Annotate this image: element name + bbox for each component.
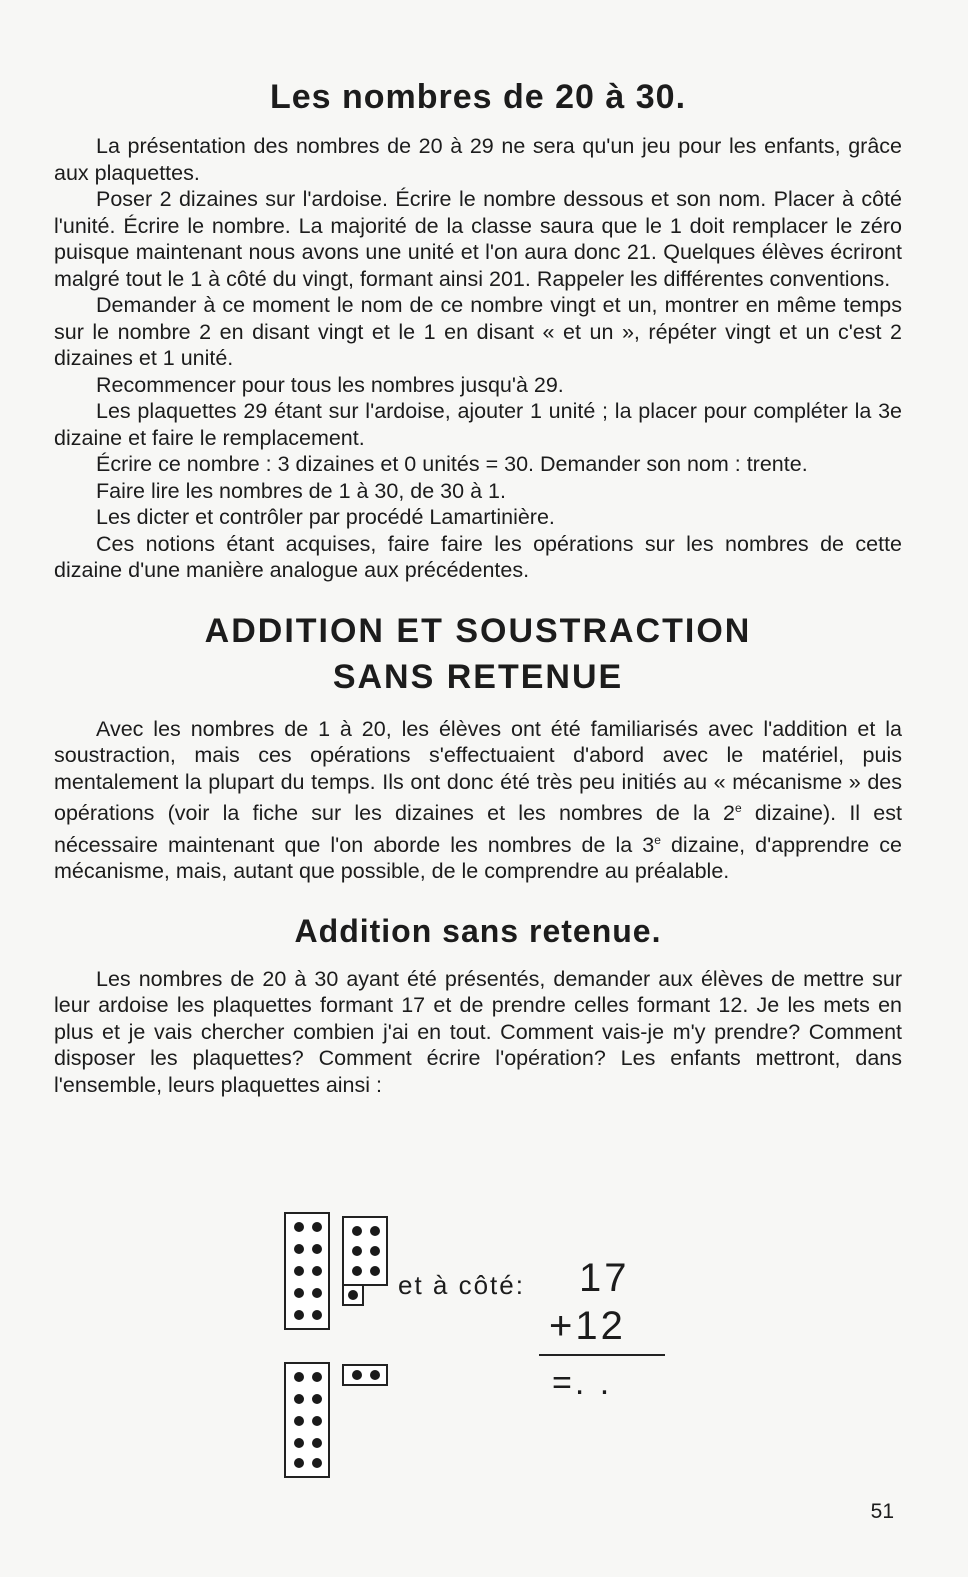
paragraph: Les nombres de 20 à 30 ayant été présentés, demander aux élèves de mettre sur leur ardoise les plaquettes formant 17 et de prendre celles formant 12. Je les mets en plus et je vais chercher combien j'ai en tout. Comment vais-je m'y prendre? Comment disposer les plaquettes? Comment écrire l'opération? Les enfants mettront, dans l'ensemble, leurs plaquettes ainsi : <box>54 966 902 1097</box>
dot <box>312 1458 322 1468</box>
page-content <box>54 60 902 1098</box>
paragraph: Demander à ce moment le nom de ce nombre vingt et un, montrer en même temps sur le nombre 2 en disant vingt et le 1 en disant « et un », répéter vingt et un c'est 2 dizaines et 1 unité. <box>54 293 902 370</box>
operand-17: 17 <box>579 1256 630 1300</box>
plaquette-ten-bottom <box>284 1362 330 1478</box>
dot <box>294 1288 304 1298</box>
sum-line <box>539 1354 665 1356</box>
section-title-addition-soustraction <box>54 608 902 700</box>
plaquettes-figure <box>284 1212 684 1482</box>
dot <box>352 1370 362 1380</box>
dot <box>294 1438 304 1448</box>
section-title-addition-sans-retenue: Addition sans retenue. <box>294 912 662 949</box>
result-placeholder: =. . <box>552 1364 613 1402</box>
dot <box>294 1416 304 1426</box>
text-run: Avec les nombres de 1 à 20, les élèves ont été familiarisés avec l'addition et la soustraction, mais ces opérations s'effectuaient d'abord avec le matériel, puis mentalement la plupart du temps. Ils ont donc été très peu initiés au « mécanisme » des opérations (voir la fiche sur les dizaines et les nombres de la 2 <box>54 716 902 826</box>
paragraph: Écrire ce nombre : 3 dizaines et 0 unités = 30. Demander son nom : trente. <box>96 452 808 476</box>
dot <box>312 1416 322 1426</box>
paragraph: Recommencer pour tous les nombres jusqu'à 29. <box>96 372 564 397</box>
dot <box>312 1372 322 1382</box>
section1-body <box>54 133 902 584</box>
dot <box>370 1246 380 1256</box>
dot <box>352 1226 362 1236</box>
dot <box>348 1290 358 1300</box>
dot <box>312 1266 322 1276</box>
dot <box>312 1394 322 1404</box>
paragraph: Poser 2 dizaines sur l'ardoise. Écrire le nombre dessous et son nom. Placer à côté l'unité. Écrire le nombre. La majorité de la classe saura que le 1 doit remplacer le zéro puisque maintenant nous avons une unité et l'on aura donc 21. Quelques élèves écriront malgré tout le 1 à côté du vingt, formant ainsi 201. Rappeler les différentes conventions. <box>54 187 902 291</box>
superscript: e <box>734 801 742 815</box>
paragraph: Les plaquettes 29 étant sur l'ardoise, ajouter 1 unité ; la placer pour compléter la 3e dizaine et faire le remplacement. <box>54 399 902 450</box>
dot <box>370 1266 380 1276</box>
dot <box>294 1394 304 1404</box>
dot <box>294 1372 304 1382</box>
page-number: 51 <box>870 1500 894 1523</box>
plaquette-ten-top <box>284 1212 330 1330</box>
plaquette-six <box>342 1216 388 1286</box>
dot <box>294 1244 304 1254</box>
paragraph: Faire lire les nombres de 1 à 30, de 30 à 1. <box>96 478 506 503</box>
dot <box>370 1370 380 1380</box>
title-line-2: SANS RETENUE <box>332 657 624 696</box>
plaquette-two <box>342 1364 388 1386</box>
dot <box>352 1266 362 1276</box>
plaquette-one <box>342 1284 364 1306</box>
dot <box>312 1310 322 1320</box>
text-run: dizaine). Il est nécessaire maintenant que l'on aborde les nombres de la 3 <box>54 801 902 857</box>
paragraph: Les dicter et contrôler par procédé Lamartinière. <box>96 505 555 529</box>
paragraph: Ces notions étant acquises, faire faire les opérations sur les nombres de cette dizaine d'une manière analogue aux précédentes. <box>54 531 902 582</box>
paragraph: La présentation des nombres de 20 à 29 ne sera qu'un jeu pour les enfants, grâce aux plaquettes. <box>54 134 902 185</box>
superscript: e <box>654 832 661 847</box>
dot <box>294 1458 304 1468</box>
dot <box>312 1438 322 1448</box>
dot <box>294 1222 304 1232</box>
dot <box>312 1244 322 1254</box>
dot <box>352 1246 362 1256</box>
dot <box>312 1222 322 1232</box>
dot <box>294 1266 304 1276</box>
paragraph <box>54 716 902 885</box>
et-a-cote-label: et à côté: <box>398 1270 525 1300</box>
title-line-1: ADDITION ET SOUSTRACTION <box>204 611 752 650</box>
operand-plus-12: +12 <box>549 1304 626 1348</box>
text-run: dizaine, d'apprendre ce mécanisme, mais, autant que possible, de le comprendre au préalable. <box>54 832 902 884</box>
section-title-nombres-20-30: Les nombres de 20 à 30. <box>269 78 687 116</box>
dot <box>312 1288 322 1298</box>
dot <box>370 1226 380 1236</box>
dot <box>294 1310 304 1320</box>
